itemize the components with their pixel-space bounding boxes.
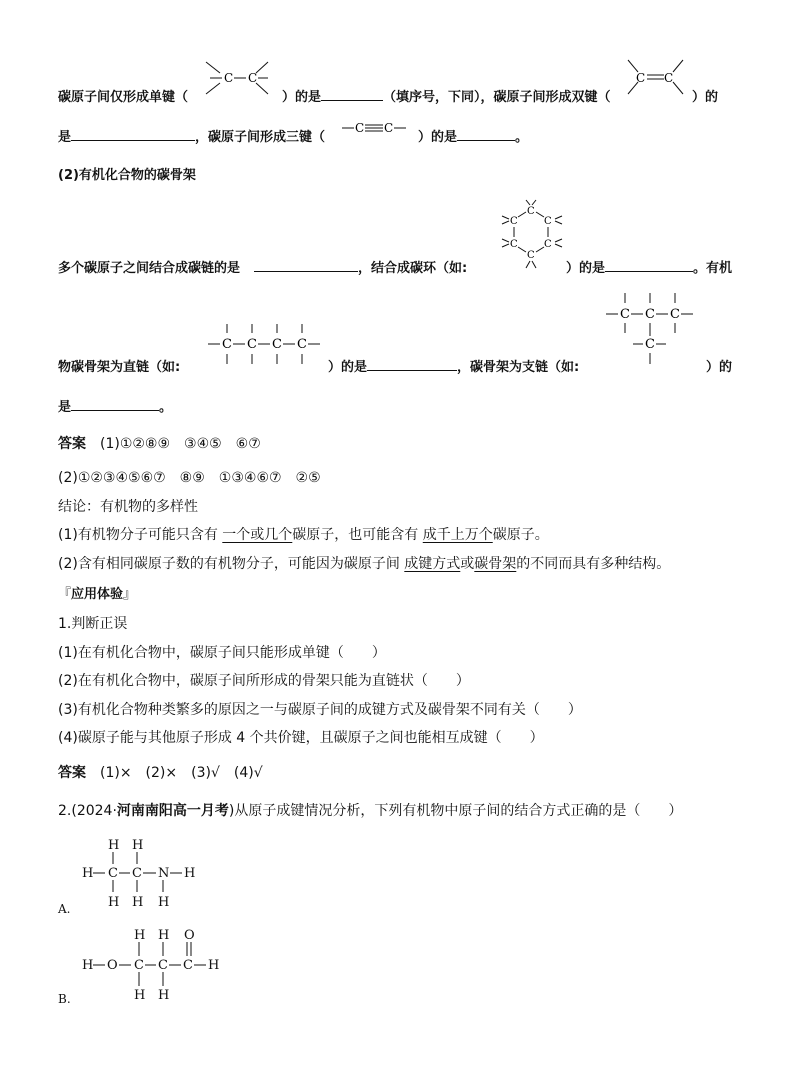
text-line-5: 是 。	[58, 396, 172, 415]
svg-text:C: C	[272, 337, 282, 352]
svg-text:H: H	[158, 988, 170, 1003]
svg-text:C: C	[132, 866, 142, 881]
svg-text:C: C	[183, 958, 193, 973]
text-line-1b: ）的是 （填序号，下同），碳原子间形成双键（	[282, 86, 611, 105]
double-bond-structure	[626, 56, 686, 102]
svg-text:C: C	[620, 307, 630, 322]
svg-text:C: C	[248, 71, 258, 85]
conclusion-p2: (2)含有相同碳原子数的有机物分子，可能因为碳原子间 成键方式或碳骨架的不同而具有多种结构。	[58, 556, 671, 572]
q2-stem: 2.(2024·河南南阳高一月考)从原子成键情况分析，下列有机物中原子间的结合方式正确的是（ ）	[58, 803, 683, 819]
svg-text:C: C	[510, 216, 518, 227]
svg-text:C: C	[510, 239, 518, 250]
blank-7[interactable]	[71, 396, 159, 411]
svg-text:H: H	[82, 866, 94, 881]
text-line-1: 碳原子间仅形成单键（	[58, 90, 189, 105]
option-a-label[interactable]: A.	[58, 902, 71, 916]
answer-2: 答案 (1)× (2)× (3)√ (4)√	[58, 765, 263, 781]
svg-text:H: H	[82, 958, 94, 973]
svg-text:N: N	[158, 866, 170, 881]
svg-text:C: C	[636, 71, 646, 85]
blank-2[interactable]	[71, 126, 195, 141]
svg-text:O: O	[107, 958, 118, 973]
text-line-2: 是 ，碳原子间形成三键（	[58, 126, 325, 145]
conclusion-title: 结论：有机物的多样性	[58, 499, 198, 515]
svg-text:C: C	[645, 337, 655, 352]
svg-text:C: C	[384, 121, 394, 135]
svg-text:H: H	[158, 928, 170, 943]
text-line-1c: ）的	[692, 90, 719, 105]
svg-text:C: C	[224, 71, 234, 85]
svg-text:H: H	[208, 958, 220, 973]
svg-text:C: C	[544, 216, 552, 227]
svg-text:H: H	[132, 895, 144, 910]
q1-item-2: (2)在有机化合物中，碳原子间所形成的骨架只能为直链状（ ）	[58, 673, 470, 689]
blank-6[interactable]	[367, 356, 457, 371]
svg-text:C: C	[158, 958, 168, 973]
svg-text:H: H	[134, 928, 146, 943]
straight-chain-structure	[206, 320, 326, 368]
svg-text:C: C	[544, 239, 552, 250]
option-a-structure	[76, 834, 206, 914]
svg-text:C: C	[355, 121, 365, 135]
svg-text:H: H	[184, 866, 196, 881]
single-bond-structure	[200, 56, 280, 106]
blank-1[interactable]	[321, 86, 383, 101]
option-b-structure	[76, 924, 236, 1004]
text-line-3: 多个碳原子之间结合成碳链的是 ，结合成碳环（如:	[58, 257, 467, 276]
svg-text:C: C	[222, 337, 232, 352]
text-line-2b: ）的是 。	[418, 126, 528, 145]
svg-text:H: H	[108, 895, 120, 910]
svg-text:C: C	[645, 307, 655, 322]
text-line-3b: ）的是 。有机	[566, 257, 732, 276]
text-line-4b: ）的是 ，碳骨架为支链（如:	[328, 356, 579, 375]
svg-text:C: C	[247, 337, 257, 352]
triple-bond-structure	[340, 116, 418, 140]
conclusion-p1: (1)有机物分子可能只含有 一个或几个碳原子，也可能含有 成千上万个碳原子。	[58, 527, 549, 543]
answer-1-line-2: (2)①②③④⑤⑥⑦ ⑧⑨ ①③④⑥⑦ ②⑤	[58, 470, 321, 486]
svg-text:H: H	[134, 988, 146, 1003]
svg-text:C: C	[108, 866, 118, 881]
svg-text:H: H	[108, 838, 120, 853]
answer-1: 答案 (1)①②⑧⑨ ③④⑤ ⑥⑦	[58, 436, 261, 452]
text-line-4: 物碳骨架为直链（如:	[58, 360, 181, 375]
svg-text:H: H	[158, 895, 170, 910]
text-line-4c: ）的	[706, 360, 733, 375]
practice-header: 『应用体验』	[58, 587, 137, 602]
q1-item-1: (1)在有机化合物中，碳原子间只能形成单键（ ）	[58, 645, 386, 661]
carbon-ring-structure	[500, 198, 566, 270]
blank-3[interactable]	[457, 126, 515, 141]
option-b-label[interactable]: B.	[58, 992, 71, 1006]
q1-item-4: (4)碳原子能与其他原子形成 4 个共价键，且碳原子之间也能相互成键（ ）	[58, 730, 544, 746]
svg-text:C: C	[527, 250, 535, 261]
svg-text:C: C	[670, 307, 680, 322]
q1-item-3: (3)有机化合物种类繁多的原因之一与碳原子间的成键方式及碳骨架不同有关（ ）	[58, 702, 582, 718]
svg-text:C: C	[134, 958, 144, 973]
branched-chain-structure	[604, 290, 704, 370]
blank-5[interactable]	[605, 257, 693, 272]
svg-text:C: C	[664, 71, 674, 85]
svg-text:H: H	[132, 838, 144, 853]
heading-carbon-skeleton: (2)有机化合物的碳骨架	[58, 168, 196, 183]
blank-4[interactable]	[254, 257, 358, 272]
svg-text:C: C	[297, 337, 307, 352]
svg-text:O: O	[184, 928, 195, 943]
q1-title: 1.判断正误	[58, 616, 128, 632]
svg-text:C: C	[527, 206, 535, 217]
